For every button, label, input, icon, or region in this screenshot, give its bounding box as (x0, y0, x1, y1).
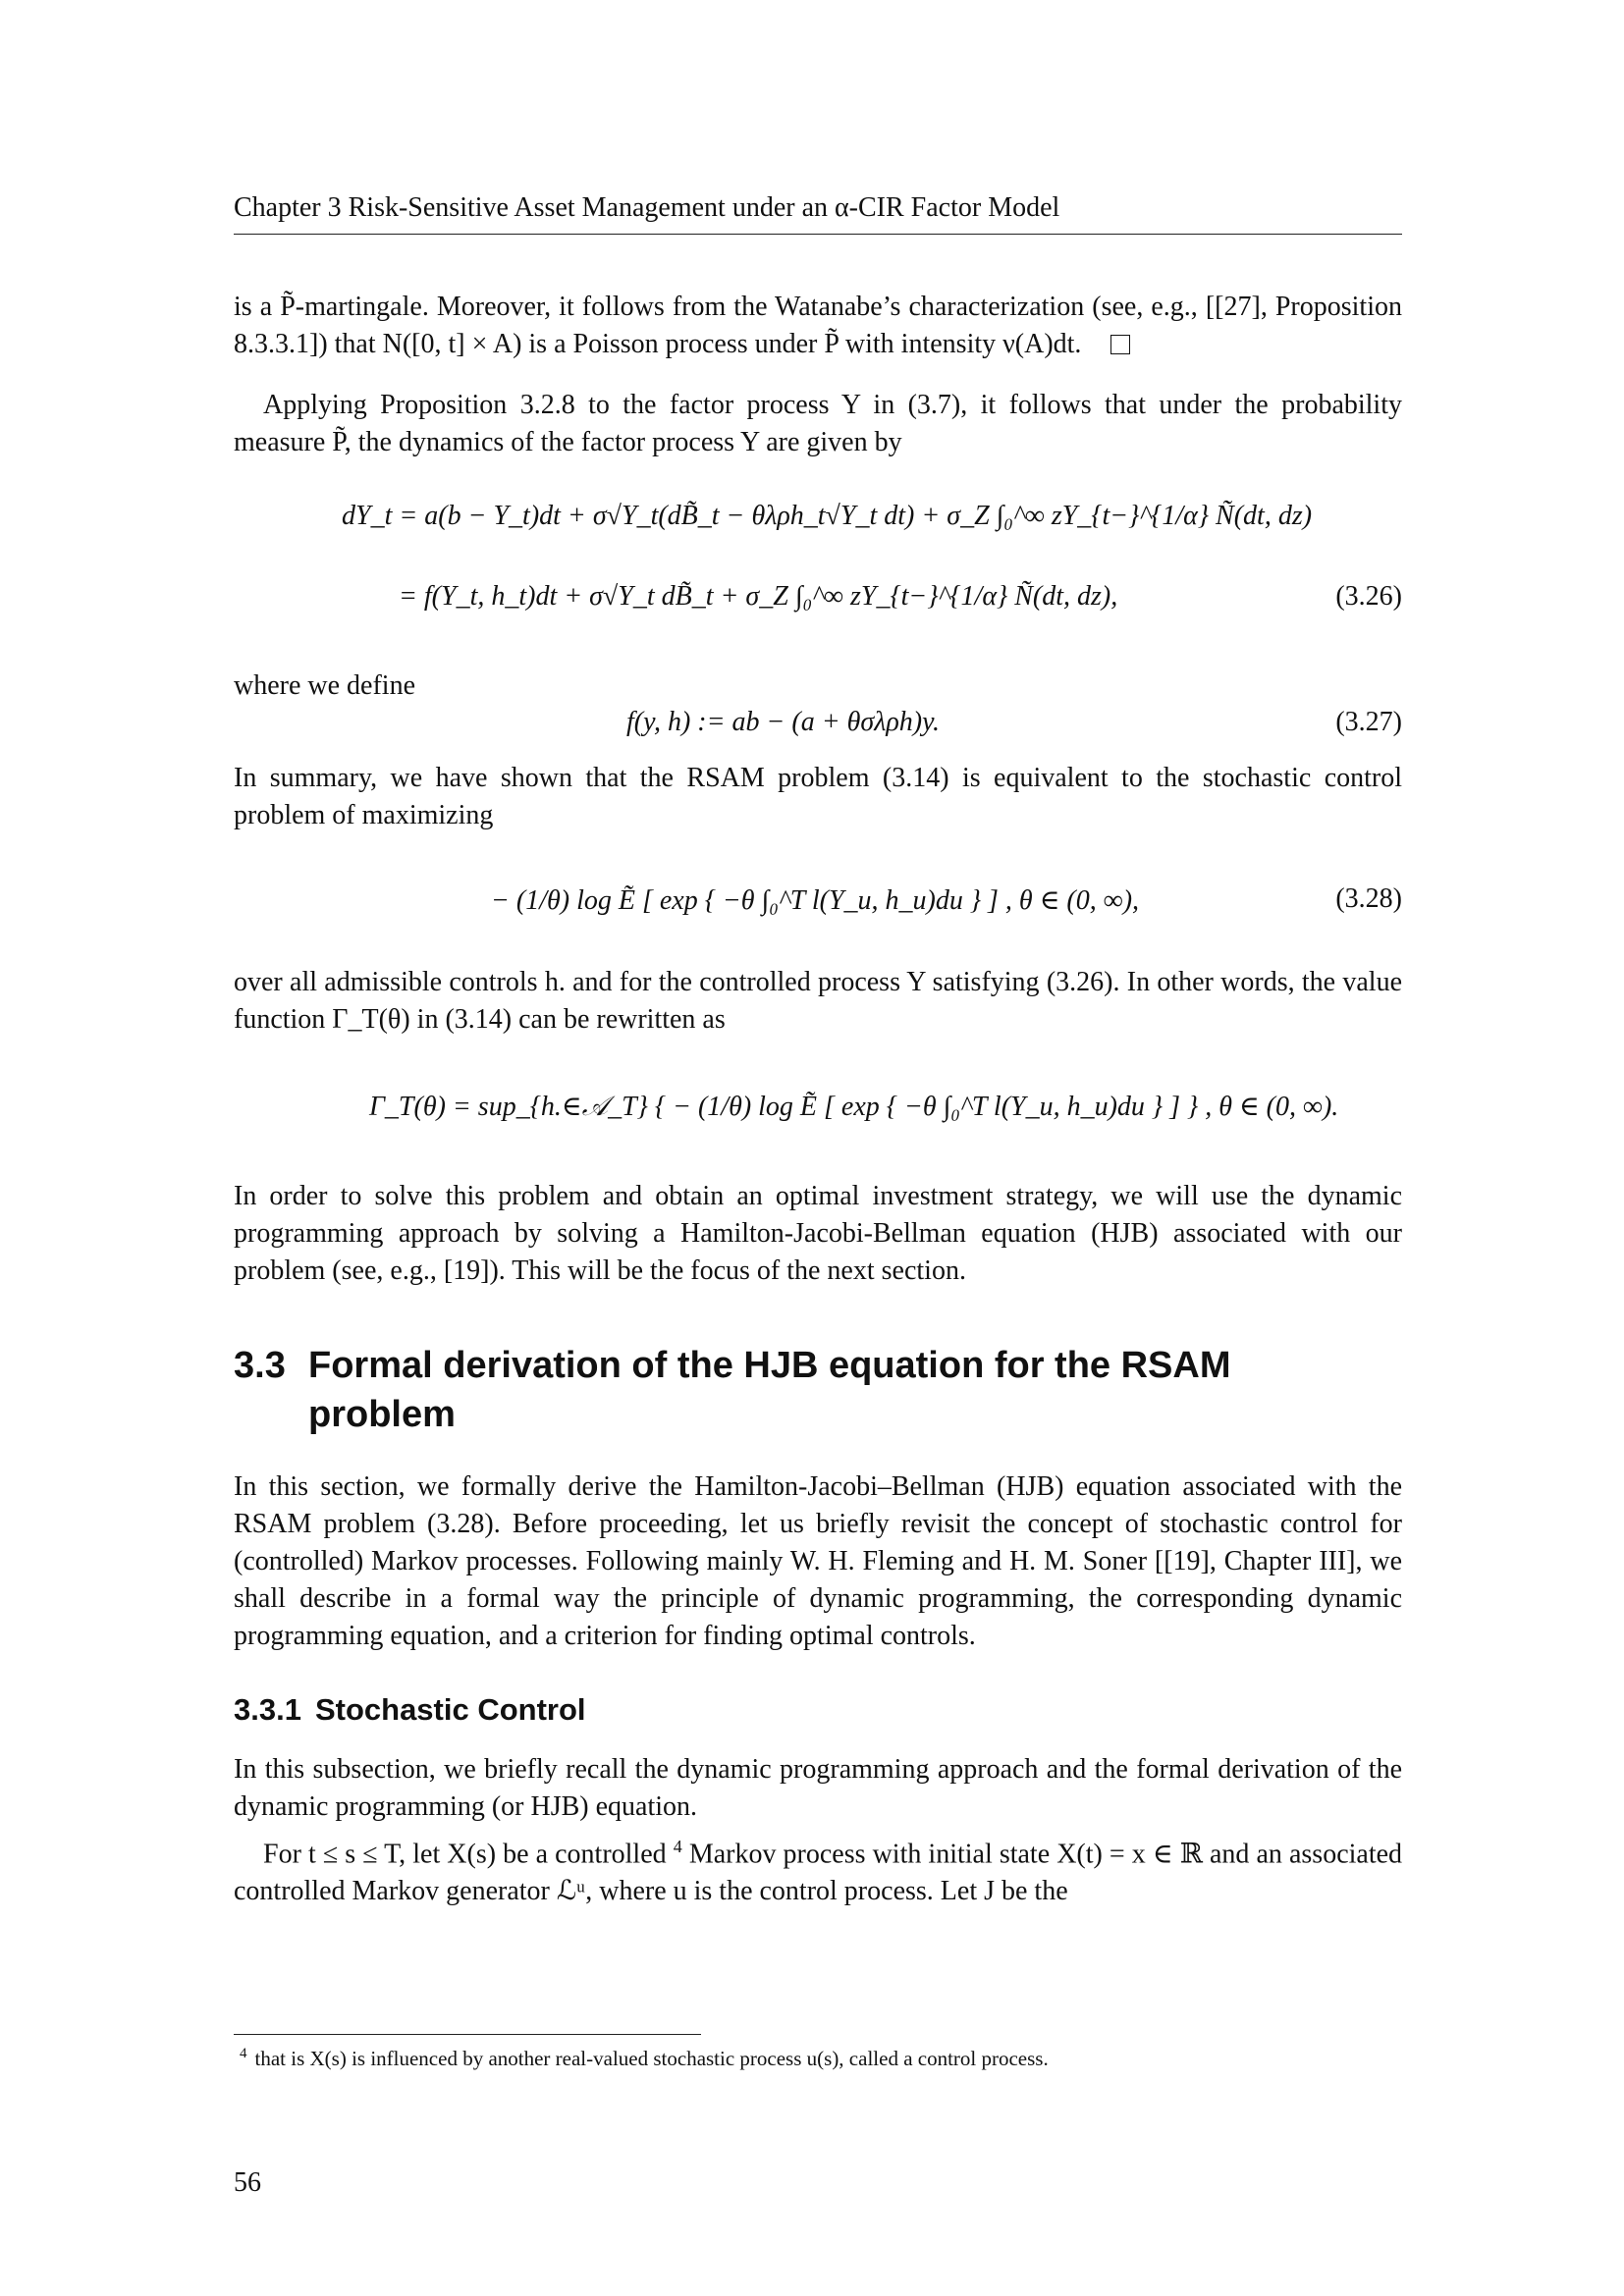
equation-objective: − (1/θ) log Ẽ [ exp { −θ ∫₀^T l(Y_u, h_u)du } ] , θ ∈ (0, ∞), (3.28) (491, 883, 1402, 916)
equation-number-3-26: (3.26) (1335, 581, 1402, 612)
paragraph-dynamic-programming: In order to solve this problem and obtain an optimal investment strategy, we will use the dynamic programming approach by solving a Hamilton-Jacobi-Bellman equation (HJB) associated with our problem (see, e.g., [19]). This will be the focus of the next section. (234, 1181, 1402, 1286)
paragraph-section-intro: In this section, we formally derive the Hamilton-Jacobi–Bellman (HJB) equation associated with the RSAM problem (3.28). Before proceeding, let us briefly revisit the concept of stochastic control for (controlled) Markov processes. Following mainly W. H. Fleming and H. M. Soner [[19], Chapter III], we shall describe in a formal way the principle of dynamic programming, the corresponding dynamic programming equation, and a criterion for finding optimal controls. (234, 1471, 1402, 1651)
paragraph-admissible-controls: over all admissible controls h. and for the controlled process Y satisfying (3.26). In other words, the value function Γ_T(θ) in (3.14) can be rewritten as (234, 967, 1402, 1035)
page-number: 56 (234, 2167, 261, 2198)
subsection-number: 3.3.1 (234, 1692, 301, 1727)
section-heading (234, 1341, 1402, 1439)
running-header: Chapter 3 Risk-Sensitive Asset Management under an α-CIR Factor Model (234, 192, 1402, 235)
equation-dynamics-line-1: dY_t = a(b − Y_t)dt + σ√Y_t(dB̃_t − θλρh_t√Y_t dt) + σ_Z ∫₀^∞ zY_{t−}^{1/α} Ñ(dt, dz) (342, 501, 1313, 531)
paragraph-martingale: is a P̃-martingale. Moreover, it follows from the Watanabe’s characterization (see, e.g., [[27], Proposition 8.3.3.1]) that N([0, t] × A) is a Poisson process under P̃ with intensity ν(A)dt. (234, 292, 1402, 359)
equation-value-function: Γ_T(θ) = sup_{h.∈𝒜_T} { − (1/θ) log Ẽ [ exp { −θ ∫₀^T l(Y_u, h_u)du } ] } , θ ∈ (0, ∞). (369, 1092, 1339, 1122)
footnote (240, 2046, 1049, 2071)
equation-f-definition: f(y, h) := ab − (a + θσλρh)y. (3.27) (626, 707, 1402, 737)
footnote-divider (234, 2034, 701, 2035)
subsection-heading (234, 1692, 586, 1728)
footnote-mark: 4 (240, 2046, 247, 2061)
paragraph-applying-proposition: Applying Proposition 3.2.8 to the factor process Y in (3.7), it follows that under the probability measure P̃, the dynamics of the factor process Y are given by (234, 390, 1402, 457)
equation-number-3-27: (3.27) (1335, 707, 1402, 737)
qed-box-icon (1110, 335, 1130, 354)
page (234, 0, 1402, 2296)
section-title: Formal derivation of the HJB equation for the RSAM problem (308, 1345, 1231, 1435)
equation-dynamics-line-2: = f(Y_t, h_t)dt + σ√Y_t dB̃_t + σ_Z ∫₀^∞ zY_{t−}^{1/α} Ñ(dt, dz), (3.26) (399, 581, 1402, 612)
subsection-title: Stochastic Control (314, 1692, 586, 1727)
section-number: 3.3 (234, 1345, 286, 1386)
footnote-marker[interactable]: 4 (673, 1837, 682, 1856)
paragraph-where-we-define: where we define (234, 670, 416, 701)
paragraph-controlled-markov: For t ≤ s ≤ T, let X(s) be a controlled $^4$ Markov process with initial state X(t) = x ∈ ℝ and an associated controlled Markov generator ℒᵘ, where u is the control process. Let J be the (234, 1837, 1403, 1907)
paragraph-subsection-intro: In this subsection, we briefly recall the dynamic programming approach and the formal derivation of the dynamic programming (or HJB) equation. (234, 1754, 1402, 1822)
equation-number-3-28: (3.28) (1335, 883, 1402, 914)
footnote-text: that is X(s) is influenced by another real-valued stochastic process u(s), called a control process. (254, 2047, 1049, 2070)
paragraph-in-summary: In summary, we have shown that the RSAM problem (3.14) is equivalent to the stochastic control problem of maximizing (234, 763, 1402, 830)
